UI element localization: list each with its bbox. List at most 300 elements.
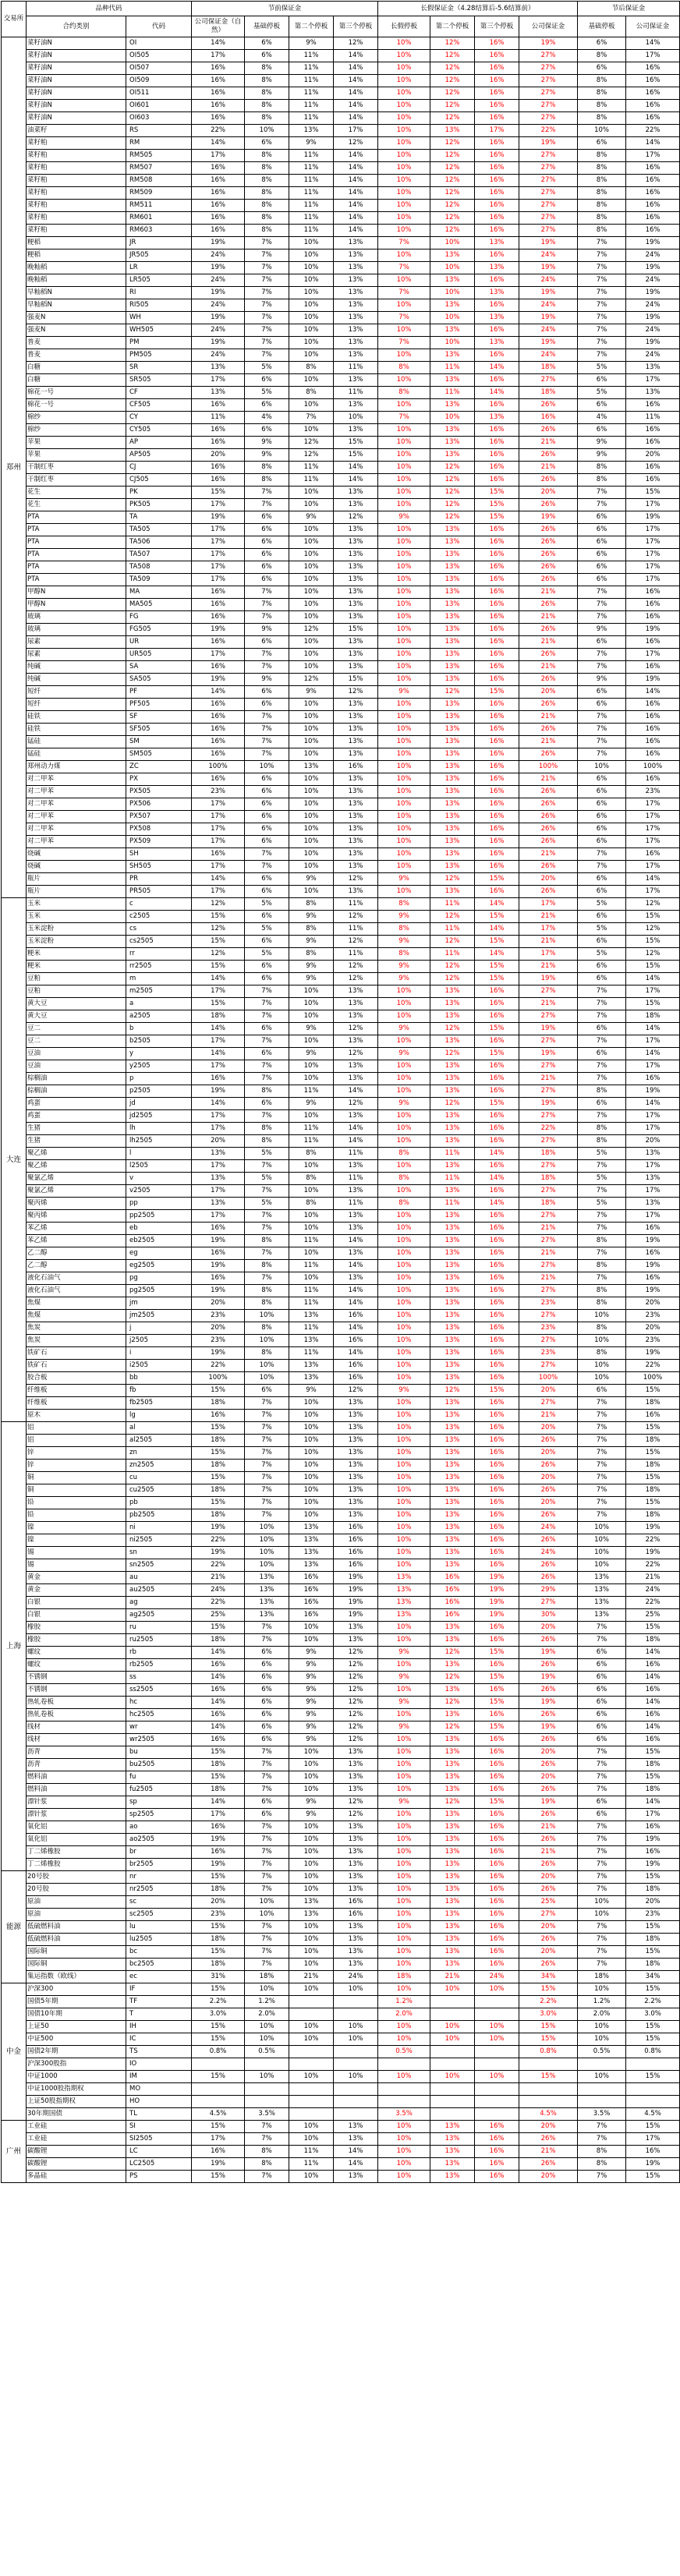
company-margin-self-cell: 19%: [192, 1522, 245, 1534]
table-row: [2, 1422, 680, 1435]
day2-limit-cell: 9%: [289, 961, 334, 973]
post-base-limit-cell: 8%: [578, 187, 626, 200]
long-company-margin-cell: 20%: [519, 873, 578, 886]
post-company-margin-cell: 14%: [626, 873, 680, 886]
long-company-margin-cell: 15%: [519, 1983, 578, 1996]
day2-limit-cell: 10%: [289, 1185, 334, 1198]
day3-limit-cell: 14%: [334, 1285, 378, 1297]
post-company-margin-cell: 14%: [626, 1796, 680, 1809]
day2-limit-cell: 13%: [289, 1534, 334, 1547]
long-company-margin-cell: 19%: [519, 337, 578, 349]
variety-cell: 集运指数（欧线）: [27, 1971, 126, 1983]
table-row: [2, 786, 680, 798]
day3-limit-cell: 16%: [334, 1360, 378, 1372]
variety-cell: 原油: [27, 1909, 126, 1921]
base-limit-cell: 13%: [245, 1584, 289, 1597]
long-day2-limit-cell: 13%: [430, 1884, 475, 1896]
company-margin-self-cell: 16%: [192, 1734, 245, 1746]
variety-cell: 甲醇N: [27, 599, 126, 611]
base-limit-cell: 7%: [245, 2121, 289, 2133]
long-company-margin-cell: 27%: [519, 162, 578, 175]
variety-cell: 液化石油气: [27, 1285, 126, 1297]
post-company-margin-cell: 15%: [626, 2071, 680, 2083]
base-limit-cell: 7%: [245, 724, 289, 736]
base-limit-cell: 8%: [245, 1135, 289, 1148]
table-row: [2, 574, 680, 586]
long-holiday-limit-cell: 10%: [378, 1771, 430, 1784]
long-day3-limit-cell: 16%: [475, 636, 519, 649]
code-cell: sp: [126, 1796, 192, 1809]
company-margin-self-cell: 16%: [192, 586, 245, 599]
variety-cell: 菜籽油N: [27, 112, 126, 125]
table-row: [2, 212, 680, 225]
long-holiday-limit-cell: 10%: [378, 2158, 430, 2171]
day3-limit-cell: 13%: [334, 274, 378, 287]
long-day2-limit-cell: 13%: [430, 1460, 475, 1472]
table-row: [2, 636, 680, 649]
post-base-limit-cell: 8%: [578, 100, 626, 112]
day3-limit-cell: 12%: [334, 1659, 378, 1672]
long-day3-limit-cell: 10%: [475, 2021, 519, 2033]
long-holiday-limit-cell: 10%: [378, 1484, 430, 1497]
day2-limit-cell: 10%: [289, 1160, 334, 1173]
company-margin-self-cell: 19%: [192, 1260, 245, 1272]
long-holiday-limit-cell: 10%: [378, 1260, 430, 1272]
day3-limit-cell: 13%: [334, 1397, 378, 1410]
variety-cell: 漂针浆: [27, 1796, 126, 1809]
company-margin-self-cell: 17%: [192, 798, 245, 811]
post-base-limit-cell: 8%: [578, 474, 626, 487]
variety-cell: PTA: [27, 524, 126, 536]
variety-cell: 焦煤: [27, 1297, 126, 1310]
exchange-cell: 上海: [2, 1422, 27, 1871]
long-holiday-limit-cell: 10%: [378, 1983, 430, 1996]
company-margin-self-cell: 2.2%: [192, 1996, 245, 2008]
day2-limit-cell: 9%: [289, 1697, 334, 1709]
post-company-margin-cell: 23%: [626, 1335, 680, 1347]
post-company-margin-cell: 14%: [626, 1697, 680, 1709]
long-company-margin-cell: 20%: [519, 1472, 578, 1484]
variety-cell: 硅铁: [27, 724, 126, 736]
day2-limit-cell: 9%: [289, 973, 334, 985]
post-company-margin-cell: 19%: [626, 1085, 680, 1098]
code-cell: OI505: [126, 50, 192, 62]
long-holiday-limit-cell: 7%: [378, 412, 430, 424]
variety-cell: 油菜籽: [27, 125, 126, 137]
base-limit-cell: 8%: [245, 1235, 289, 1247]
day2-limit-cell: 10%: [289, 1983, 334, 1996]
day2-limit-cell: 10%: [289, 1834, 334, 1846]
variety-cell: 粳稻: [27, 237, 126, 249]
long-day3-limit-cell: 16%: [475, 1559, 519, 1572]
long-day3-limit-cell: 16%: [475, 1934, 519, 1946]
base-limit-cell: 6%: [245, 699, 289, 711]
day3-limit-cell: 14%: [334, 1260, 378, 1272]
long-company-margin-cell: 27%: [519, 1135, 578, 1148]
post-company-margin-cell: 23%: [626, 1310, 680, 1322]
long-holiday-limit-cell: 8%: [378, 387, 430, 399]
code-cell: cu2505: [126, 1484, 192, 1497]
table-row: [2, 1572, 680, 1584]
base-limit-cell: 7%: [245, 1884, 289, 1896]
header-post-holiday-margin: 节后保证金: [578, 2, 680, 16]
table-row: [2, 736, 680, 748]
code-cell: p2505: [126, 1085, 192, 1098]
long-day3-limit-cell: 16%: [475, 1896, 519, 1909]
post-company-margin-cell: [626, 2083, 680, 2096]
long-day2-limit-cell: 12%: [430, 1721, 475, 1734]
long-day2-limit-cell: 13%: [430, 736, 475, 748]
long-company-margin-cell: [519, 2096, 578, 2108]
day3-limit-cell: 10%: [334, 412, 378, 424]
variety-cell: 白银: [27, 1609, 126, 1622]
code-cell: LR505: [126, 274, 192, 287]
code-cell: jm: [126, 1297, 192, 1310]
long-company-margin-cell: 20%: [519, 686, 578, 699]
table-row: [2, 150, 680, 162]
variety-cell: 黄金: [27, 1584, 126, 1597]
long-holiday-limit-cell: 10%: [378, 798, 430, 811]
base-limit-cell: 7%: [245, 1959, 289, 1971]
long-company-margin-cell: 18%: [519, 1148, 578, 1160]
long-day2-limit-cell: 13%: [430, 1634, 475, 1647]
variety-cell: 早籼稻N: [27, 287, 126, 299]
post-base-limit-cell: 7%: [578, 262, 626, 274]
long-day3-limit-cell: 14%: [475, 1173, 519, 1185]
table-row: [2, 1185, 680, 1198]
long-company-margin-cell: 21%: [519, 1821, 578, 1834]
base-limit-cell: 6%: [245, 1385, 289, 1397]
company-margin-self-cell: 22%: [192, 1597, 245, 1609]
post-company-margin-cell: 14%: [626, 1023, 680, 1035]
long-day2-limit-cell: 13%: [430, 599, 475, 611]
day3-limit-cell: 13%: [334, 649, 378, 661]
long-company-margin-cell: 19%: [519, 262, 578, 274]
table-row: [2, 1372, 680, 1385]
base-limit-cell: 7%: [245, 499, 289, 511]
variety-cell: 锌: [27, 1447, 126, 1460]
long-day2-limit-cell: 13%: [430, 1322, 475, 1335]
day2-limit-cell: 9%: [289, 37, 334, 50]
day3-limit-cell: 13%: [334, 262, 378, 274]
variety-cell: 沪深300: [27, 1983, 126, 1996]
code-cell: HO: [126, 2096, 192, 2108]
day3-limit-cell: 13%: [334, 1497, 378, 1509]
long-day2-limit-cell: 13%: [430, 299, 475, 312]
base-limit-cell: 6%: [245, 137, 289, 150]
long-company-margin-cell: 26%: [519, 836, 578, 848]
long-day3-limit-cell: 16%: [475, 1534, 519, 1547]
table-row: [2, 848, 680, 861]
long-day2-limit-cell: 16%: [430, 1609, 475, 1622]
post-base-limit-cell: 4%: [578, 412, 626, 424]
code-cell: SH505: [126, 861, 192, 873]
company-margin-self-cell: 20%: [192, 1135, 245, 1148]
day3-limit-cell: 12%: [334, 973, 378, 985]
long-day2-limit-cell: 10%: [430, 1983, 475, 1996]
company-margin-self-cell: 13%: [192, 1173, 245, 1185]
post-base-limit-cell: 9%: [578, 674, 626, 686]
company-margin-self-cell: 19%: [192, 287, 245, 299]
base-limit-cell: 7%: [245, 1622, 289, 1634]
company-margin-self-cell: 17%: [192, 1809, 245, 1821]
long-day2-limit-cell: 12%: [430, 62, 475, 75]
day2-limit-cell: 10%: [289, 1447, 334, 1460]
post-base-limit-cell: 8%: [578, 200, 626, 212]
company-margin-self-cell: 16%: [192, 1223, 245, 1235]
base-limit-cell: 7%: [245, 349, 289, 362]
post-base-limit-cell: 7%: [578, 1946, 626, 1959]
post-company-margin-cell: 15%: [626, 1921, 680, 1934]
company-margin-self-cell: 18%: [192, 1010, 245, 1023]
long-day2-limit-cell: 13%: [430, 786, 475, 798]
company-margin-self-cell: 22%: [192, 1559, 245, 1572]
long-company-margin-cell: 21%: [519, 1846, 578, 1859]
day3-limit-cell: 11%: [334, 948, 378, 961]
post-base-limit-cell: 10%: [578, 1360, 626, 1372]
day3-limit-cell: 15%: [334, 624, 378, 636]
code-cell: sn2505: [126, 1559, 192, 1572]
long-day2-limit-cell: 13%: [430, 274, 475, 287]
code-cell: IO: [126, 2058, 192, 2071]
code-cell: y: [126, 1048, 192, 1060]
table-row: [2, 200, 680, 212]
long-day3-limit-cell: 16%: [475, 823, 519, 836]
variety-cell: 甲醇N: [27, 586, 126, 599]
post-company-margin-cell: 15%: [626, 1983, 680, 1996]
day3-limit-cell: 14%: [334, 50, 378, 62]
long-holiday-limit-cell: 10%: [378, 474, 430, 487]
long-day3-limit-cell: 16%: [475, 1759, 519, 1771]
base-limit-cell: 6%: [245, 524, 289, 536]
post-base-limit-cell: 6%: [578, 961, 626, 973]
code-cell: PR505: [126, 886, 192, 898]
table-row: [2, 549, 680, 561]
code-cell: pb2505: [126, 1509, 192, 1522]
day3-limit-cell: 13%: [334, 1472, 378, 1484]
long-day3-limit-cell: 16%: [475, 2146, 519, 2158]
post-company-margin-cell: 15%: [626, 998, 680, 1010]
code-cell: lg: [126, 1410, 192, 1422]
post-base-limit-cell: 6%: [578, 549, 626, 561]
table-row: [2, 1821, 680, 1834]
post-base-limit-cell: 5%: [578, 923, 626, 936]
day2-limit-cell: 10%: [289, 1210, 334, 1223]
long-day3-limit-cell: 10%: [475, 1983, 519, 1996]
day3-limit-cell: 13%: [334, 1247, 378, 1260]
company-margin-self-cell: 19%: [192, 674, 245, 686]
table-row: [2, 1210, 680, 1223]
day2-limit-cell: 13%: [289, 1559, 334, 1572]
long-holiday-limit-cell: 10%: [378, 985, 430, 998]
table-row: [2, 1547, 680, 1559]
long-company-margin-cell: 19%: [519, 1048, 578, 1060]
table-row: [2, 1734, 680, 1746]
day2-limit-cell: 13%: [289, 1547, 334, 1559]
long-day2-limit-cell: 13%: [430, 1909, 475, 1921]
long-holiday-limit-cell: 9%: [378, 1647, 430, 1659]
long-holiday-limit-cell: 2.0%: [378, 2008, 430, 2021]
post-base-limit-cell: 10%: [578, 1534, 626, 1547]
long-company-margin-cell: 20%: [519, 1871, 578, 1884]
long-day2-limit-cell: 13%: [430, 761, 475, 773]
company-margin-self-cell: 19%: [192, 511, 245, 524]
table-row: [2, 1809, 680, 1821]
variety-cell: 焦煤: [27, 1310, 126, 1322]
company-margin-self-cell: 17%: [192, 1185, 245, 1198]
post-company-margin-cell: 16%: [626, 1272, 680, 1285]
long-holiday-limit-cell: 10%: [378, 1871, 430, 1884]
day3-limit-cell: 14%: [334, 150, 378, 162]
long-company-margin-cell: 21%: [519, 661, 578, 674]
long-company-margin-cell: 26%: [519, 524, 578, 536]
long-day3-limit-cell: 16%: [475, 1547, 519, 1559]
base-limit-cell: 7%: [245, 487, 289, 499]
long-day3-limit-cell: 16%: [475, 1946, 519, 1959]
long-day2-limit-cell: 13%: [430, 1210, 475, 1223]
day3-limit-cell: 13%: [334, 1934, 378, 1946]
post-company-margin-cell: 17%: [626, 499, 680, 511]
day3-limit-cell: 16%: [334, 1522, 378, 1534]
base-limit-cell: 7%: [245, 1784, 289, 1796]
day2-limit-cell: 11%: [289, 187, 334, 200]
long-holiday-limit-cell: 10%: [378, 661, 430, 674]
long-holiday-limit-cell: 10%: [378, 1921, 430, 1934]
long-day3-limit-cell: 16%: [475, 611, 519, 624]
day2-limit-cell: 9%: [289, 686, 334, 699]
day2-limit-cell: 10%: [289, 2171, 334, 2183]
long-holiday-limit-cell: 10%: [378, 1073, 430, 1085]
post-company-margin-cell: 20%: [626, 1297, 680, 1310]
variety-cell: 液化石油气: [27, 1272, 126, 1285]
table-row: [2, 1410, 680, 1422]
long-company-margin-cell: 23%: [519, 1347, 578, 1360]
post-base-limit-cell: 6%: [578, 686, 626, 699]
table-row: [2, 1235, 680, 1247]
base-limit-cell: 7%: [245, 1010, 289, 1023]
long-day3-limit-cell: 16%: [475, 1634, 519, 1647]
day2-limit-cell: 12%: [289, 624, 334, 636]
long-day2-limit-cell: 13%: [430, 1522, 475, 1534]
long-holiday-limit-cell: 10%: [378, 1010, 430, 1023]
variety-cell: 菜籽油N: [27, 87, 126, 100]
long-day3-limit-cell: 16%: [475, 1509, 519, 1522]
long-day2-limit-cell: 13%: [430, 699, 475, 711]
code-cell: CJ505: [126, 474, 192, 487]
base-limit-cell: 6%: [245, 399, 289, 412]
post-company-margin-cell: 12%: [626, 898, 680, 911]
long-day3-limit-cell: 16%: [475, 374, 519, 387]
long-day2-limit-cell: 16%: [430, 1584, 475, 1597]
long-company-margin-cell: 21%: [519, 773, 578, 786]
long-holiday-limit-cell: 10%: [378, 1060, 430, 1073]
day2-limit-cell: 11%: [289, 100, 334, 112]
day3-limit-cell: 13%: [334, 1759, 378, 1771]
post-company-margin-cell: 16%: [626, 736, 680, 748]
variety-cell: 晚籼稻: [27, 262, 126, 274]
header-post-company-margin: 公司保证金: [626, 16, 680, 37]
long-day3-limit-cell: 16%: [475, 1123, 519, 1135]
company-margin-self-cell: 20%: [192, 449, 245, 462]
long-holiday-limit-cell: 10%: [378, 487, 430, 499]
post-base-limit-cell: 8%: [578, 225, 626, 237]
post-base-limit-cell: 6%: [578, 374, 626, 387]
base-limit-cell: 6%: [245, 773, 289, 786]
post-base-limit-cell: 6%: [578, 911, 626, 923]
company-margin-self-cell: 16%: [192, 462, 245, 474]
day3-limit-cell: 13%: [334, 1447, 378, 1460]
company-margin-self-cell: 20%: [192, 1297, 245, 1310]
long-company-margin-cell: 21%: [519, 2146, 578, 2158]
variety-cell: 氧化铝: [27, 1834, 126, 1846]
long-holiday-limit-cell: 9%: [378, 973, 430, 985]
header-base-limit: 基础停板: [245, 16, 289, 37]
long-day3-limit-cell: 16%: [475, 50, 519, 62]
post-company-margin-cell: 15%: [626, 1422, 680, 1435]
long-company-margin-cell: 26%: [519, 1559, 578, 1572]
long-holiday-limit-cell: 10%: [378, 1235, 430, 1247]
post-base-limit-cell: 7%: [578, 1247, 626, 1260]
long-holiday-limit-cell: 10%: [378, 1884, 430, 1896]
long-holiday-limit-cell: 10%: [378, 449, 430, 462]
long-holiday-limit-cell: 10%: [378, 87, 430, 100]
company-margin-self-cell: 23%: [192, 1310, 245, 1322]
company-margin-self-cell: 20%: [192, 1896, 245, 1909]
company-margin-self-cell: 15%: [192, 1447, 245, 1460]
long-company-margin-cell: 26%: [519, 699, 578, 711]
long-company-margin-cell: 21%: [519, 998, 578, 1010]
long-holiday-limit-cell: 10%: [378, 636, 430, 649]
day2-limit-cell: 13%: [289, 1335, 334, 1347]
long-company-margin-cell: 26%: [519, 886, 578, 898]
long-company-margin-cell: 24%: [519, 299, 578, 312]
company-margin-self-cell: 14%: [192, 1647, 245, 1659]
code-cell: i2505: [126, 1360, 192, 1372]
day2-limit-cell: 10%: [289, 312, 334, 324]
day3-limit-cell: 13%: [334, 1921, 378, 1934]
day3-limit-cell: 15%: [334, 674, 378, 686]
long-day3-limit-cell: 16%: [475, 1771, 519, 1784]
variety-cell: 聚丙烯: [27, 1198, 126, 1210]
day3-limit-cell: 12%: [334, 686, 378, 699]
day3-limit-cell: 13%: [334, 1035, 378, 1048]
long-company-margin-cell: 27%: [519, 1235, 578, 1247]
long-company-margin-cell: 21%: [519, 736, 578, 748]
long-day2-limit-cell: 13%: [430, 574, 475, 586]
day2-limit-cell: 11%: [289, 225, 334, 237]
code-cell: PF: [126, 686, 192, 699]
post-company-margin-cell: 15%: [626, 911, 680, 923]
day2-limit-cell: 11%: [289, 112, 334, 125]
long-holiday-limit-cell: 10%: [378, 711, 430, 724]
variety-cell: 棕榈油: [27, 1073, 126, 1085]
code-cell: SR505: [126, 374, 192, 387]
day3-limit-cell: 14%: [334, 1297, 378, 1310]
code-cell: RM509: [126, 187, 192, 200]
post-base-limit-cell: 0.5%: [578, 2046, 626, 2058]
long-day2-limit-cell: 13%: [430, 1335, 475, 1347]
company-margin-self-cell: 19%: [192, 312, 245, 324]
long-day3-limit-cell: 13%: [475, 312, 519, 324]
code-cell: SI: [126, 2121, 192, 2133]
day2-limit-cell: 10%: [289, 287, 334, 299]
post-company-margin-cell: 20%: [626, 1135, 680, 1148]
long-company-margin-cell: 27%: [519, 150, 578, 162]
base-limit-cell: 9%: [245, 624, 289, 636]
variety-cell: 菜籽油N: [27, 75, 126, 87]
day3-limit-cell: 12%: [334, 1709, 378, 1721]
day2-limit-cell: 10%: [289, 1484, 334, 1497]
